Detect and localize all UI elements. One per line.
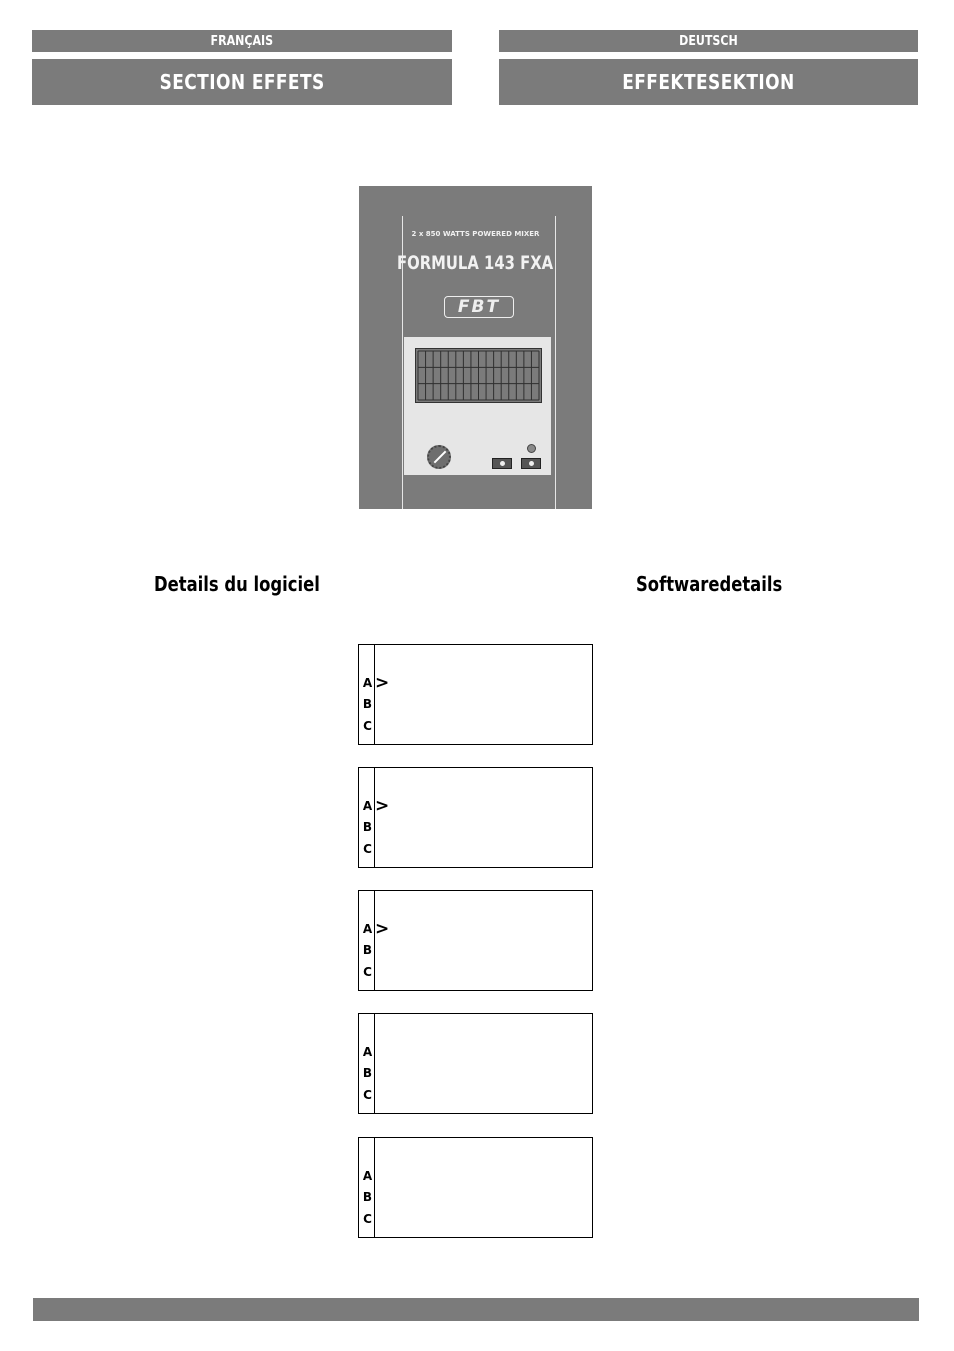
mixer-model-text: FORMULA 143 FXA [397, 252, 554, 274]
display-box-divider [374, 1138, 375, 1237]
row-label-c: C [363, 1212, 372, 1226]
heading-french: Details du logiciel [154, 572, 320, 596]
mixer-model-name [359, 252, 592, 274]
display-box-divider [374, 891, 375, 990]
row-label-b: B [362, 1190, 373, 1204]
section-title-french: SECTION EFFETS [159, 70, 325, 94]
footer-bar [33, 1298, 919, 1321]
section-title-german: EFFEKTESEKTION [622, 70, 795, 94]
row-label-a: A [362, 1045, 373, 1059]
language-label-german: DEUTSCH [679, 33, 738, 49]
effect-button-2[interactable] [521, 458, 541, 469]
effects-control-area [404, 337, 551, 475]
display-box-4 [358, 1013, 593, 1114]
mixer-subtitle: 2 x 850 WATTS POWERED MIXER [411, 230, 540, 238]
row-label-a: A [362, 1169, 373, 1183]
display-box-1 [358, 644, 593, 745]
language-bar-french [32, 30, 452, 52]
row-label-b: B [362, 820, 373, 834]
effect-select-knob-icon[interactable] [427, 445, 451, 469]
section-title-bar-german [499, 59, 918, 105]
effect-button-1[interactable] [492, 458, 512, 469]
row-label-c: C [363, 842, 372, 856]
row-label-c: C [363, 1088, 372, 1102]
row-label-a: A [362, 676, 373, 690]
cursor-arrow: > [375, 796, 390, 816]
heading-german: Softwaredetails [636, 572, 783, 596]
row-label-b: B [362, 1066, 373, 1080]
cursor-arrow: > [375, 673, 390, 693]
row-label-b: B [362, 697, 373, 711]
language-label-french: FRANÇAIS [210, 33, 274, 49]
display-box-2 [358, 767, 593, 868]
lcd-display [415, 348, 542, 403]
display-box-divider [374, 1014, 375, 1113]
row-label-a: A [362, 922, 373, 936]
display-box-5 [358, 1137, 593, 1238]
section-title-bar-french [32, 59, 452, 105]
fbt-logo: FBT [444, 296, 514, 318]
row-label-a: A [362, 799, 373, 813]
display-box-3 [358, 890, 593, 991]
language-bar-german [499, 30, 918, 52]
display-box-divider [374, 645, 375, 744]
status-led-icon [527, 444, 536, 453]
display-box-divider [374, 768, 375, 867]
mixer-panel-illustration [359, 186, 592, 509]
row-label-c: C [363, 719, 372, 733]
cursor-arrow: > [375, 919, 390, 939]
row-label-c: C [363, 965, 372, 979]
lcd-grid-icon [416, 349, 541, 402]
row-label-b: B [362, 943, 373, 957]
